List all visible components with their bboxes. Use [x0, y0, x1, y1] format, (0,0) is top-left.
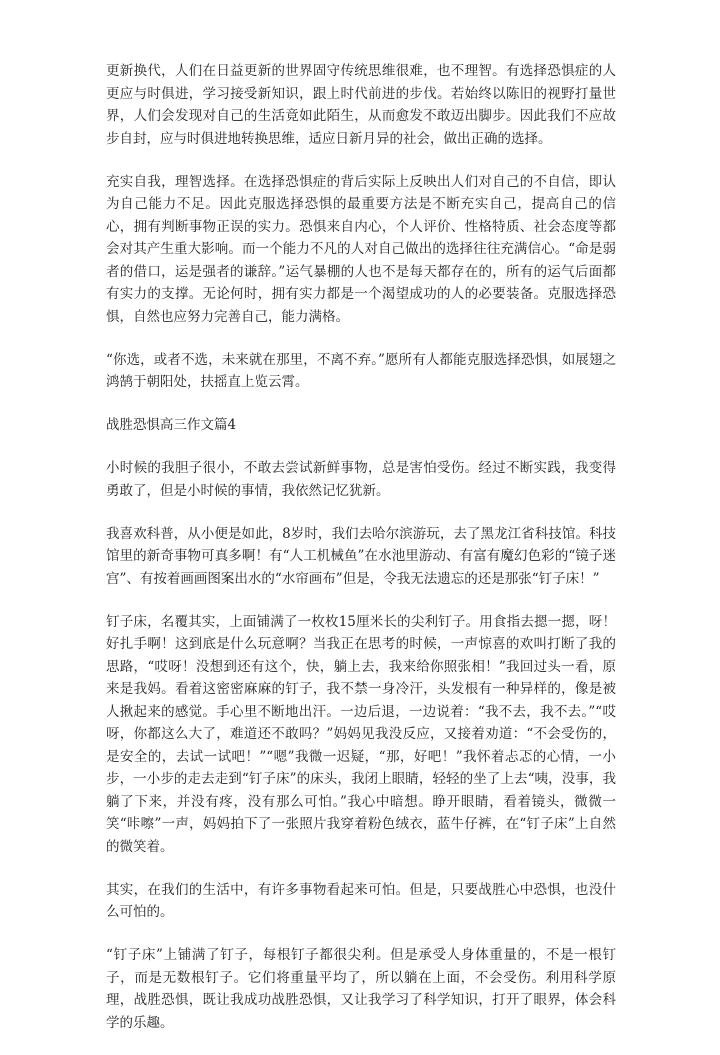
paragraph-8: “钉子床”上铺满了钉子，每根钉子都很尖利。但是承受人身体重量的，不是一根钉子，而是无数根钉子。它们将重量平均了，所以躺在上面，不会受伤。利用科学原理，战胜恐惧，既让我成功战胜恐惧，又让我学习了科学知识，打开了眼界，体会科学的乐趣。 — [106, 947, 616, 1031]
section-heading: 战胜恐惧高三作文篇4 — [106, 417, 237, 433]
paragraph-6: 钉子床，名覆其实，上面铺满了一枚枚15厘米长的尖利钉子。用食指去摁一摁，呀！好扎手啊！这到底是什么玩意啊？当我正在思考的时候，一声惊喜的欢叫打断了我的思路，“哎呀！没想到还有这个，快，躺上去，我来给你照张相！”我回过头一看，原来是我妈。看着这密密麻麻的钉子，我不禁一身冷汗，头发根有一种异样的，像是被人揪起来的感觉。手心里不断地出汗。一边后退，一边说着：“我不去，我不去。”“哎呀，你都这么大了，难道还不敢吗？”妈妈见我没反应，又接着劝道：“不会受伤的，是安全的，去试一试吧！”“嗯”我微一迟疑，“那，好吧！”我怀着忐忑的心情，一小步，一小步的走去走到“钉子床”的床头，我闭上眼睛，轻轻的坐了上去“咦，没事，我躺了下来，并没有疼，没有那么可怕。”我心中暗想。睁开眼睛，看着镜头，微微一笑“咔嚓”一声，妈妈拍下了一张照片我穿着粉色绒衣，蓝牛仔裤，在“钉子床”上自然的微笑着。 — [106, 613, 616, 855]
paragraph-7: 其实，在我们的生活中，有许多事物看起来可怕。但是，只要战胜心中恐惧，也没什么可怕的。 — [106, 881, 616, 920]
paragraph-5: 我喜欢科普，从小便是如此，8岁时，我们去哈尔滨游玩，去了黑龙江省科技馆。科技馆里的新奇事物可真多啊！有“人工机械鱼”在水池里游动、有富有魔幻色彩的“镜子迷宫”、有按着画画图案出水的“水帘画布”但是，令我无法遗忘的还是那张“钉子床！” — [106, 525, 616, 587]
paragraph-3: “你选，或者不选，未来就在那里，不离不弃。”愿所有人都能克服选择恐惧，如展翅之鸿鹄于朝阳处，扶摇直上览云霄。 — [106, 351, 616, 390]
paragraph-2: 充实自我，理智选择。在选择恐惧症的背后实际上反映出人们对自己的不自信，即认为自己能力不足。因此克服选择恐惧的最重要方法是不断充实自己，提高自己的信心，拥有判断事物正误的实力。恐惧来自内心，个人评价、性格特质、社会态度等都会对其产生重大影响。而一个能力不凡的人对自己做出的选择往往充满信心。“命是弱者的借口，运是强者的谦辞。”运气暴棚的人也不是每天都存在的，所有的运气后面都有实力的支撑。无论何时，拥有实力都是一个渴望成功的人的必要装备。克服选择恐惧，自然也应努力完善自己，能力满格。 — [106, 173, 616, 325]
paragraph-4: 小时候的我胆子很小，不敢去尝试新鲜事物，总是害怕受伤。经过不断实践，我变得勇敢了，但是小时候的事情，我依然记忆犹新。 — [106, 460, 616, 499]
paragraph-1: 更新换代，人们在日益更新的世界固守传统思维很难，也不理智。有选择恐惧症的人更应与时俱进，学习接受新知识，跟上时代前进的步伐。若始终以陈旧的视野打量世界，人们会发现对自己的生活竟如此陌生，从而愈发不敢迈出脚步。因此我们不应故步自封，应与时俱进地转换思维，适应日新月异的社会，做出正确的选择。 — [106, 63, 616, 147]
document-page — [106, 60, 616, 1055]
